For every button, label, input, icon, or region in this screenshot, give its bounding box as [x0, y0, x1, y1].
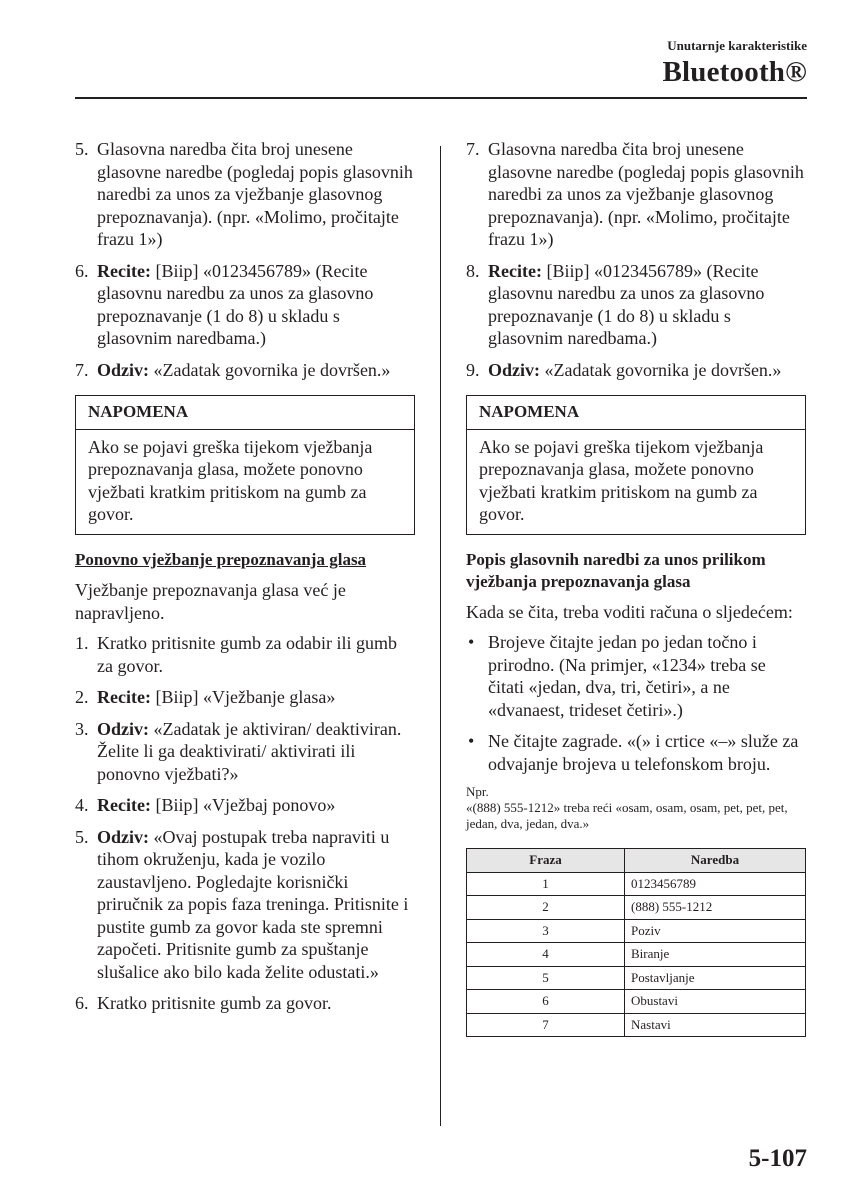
table-header: Naredba [625, 849, 806, 873]
table-row: 3 Poziv [467, 919, 806, 943]
list-item: • Ne čitajte zagrade. «(» i crtice «–» služe za odvajanje brojeva u telefonskom broju. [468, 731, 799, 774]
example-text: «(888) 555-1212» treba reći «osam, osam, osam, pet, pet, pet, jedan, dva, jedan, dva.» [466, 800, 788, 831]
table-row: 5 Postavljanje [467, 966, 806, 990]
section-header: Unutarnje karakteristike [667, 38, 807, 53]
table-row: 1 0123456789 [467, 872, 806, 896]
note-heading: NAPOMENA [467, 396, 805, 430]
note-body: Ako se pojavi greška tijekom vježbanja prepoznavanja glasa, možete ponovno vježbati kratkim pritiskom na gumb za govor. [479, 436, 764, 524]
note-box [75, 395, 415, 535]
list-item: 6. Kratko pritisnite gumb za govor. [75, 993, 332, 1013]
list-item: • Brojeve čitajte jedan po jedan točno i prirodno. (Na primjer, «1234» treba se čitati «jedan, dva, tri, četiri», a ne «dvanaest, trideset četiri».) [468, 632, 766, 720]
phrase-table [466, 848, 806, 1037]
list-item: 7. Glasovna naredba čita broj unesene glasovne naredbe (pogledaj popis glasovnih naredbi za unos za vježbanje glasovnog prepoznavanja). (npr. «Molimo, pročitajte frazu 1») [466, 139, 804, 249]
table-row: 2 (888) 555-1212 [467, 896, 806, 920]
list-item: 4. Recite: [Biip] «Vježbaj ponovo» [75, 795, 336, 815]
list-item: 3. Odziv: «Zadatak je aktiviran/ deaktiviran. Želite li ga deaktivirati/ aktivirati ili ponovno vježbati?» [75, 718, 402, 784]
intro-text: Vježbanje prepoznavanja glasa već je napravljeno. [75, 580, 346, 623]
table-header: Fraza [467, 849, 625, 873]
list-item: 7. Odziv: «Zadatak govornika je dovršen.» [75, 359, 391, 380]
page-title: Bluetooth® [662, 56, 807, 88]
example-label: Npr. [466, 784, 489, 799]
example-block [466, 784, 806, 832]
list-item: 5. Odziv: «Ovaj postupak treba napraviti u tihom okruženju, kada je vozilo zaustavljeno. Pogledajte korisnički priručnik za popis faza treninga. Pritisnite i pustite gumb za govor kada ste spremni započeti. Pritisnite gumb za spuštanje slušalice ako bilo kada želite odustati.» [75, 826, 409, 982]
list-item: 6. Recite: [Biip] «0123456789» (Recite glasovnu naredbu za unos za glasovno prepoznavanje (1 do 8) u skladu s glasovnim naredbama.) [75, 260, 374, 348]
list-item: 2. Recite: [Biip] «Vježbanje glasa» [75, 687, 336, 707]
table-row: 7 Nastavi [467, 1013, 806, 1037]
table-header-row [467, 849, 806, 873]
right-column [466, 138, 806, 1037]
list-item: 8. Recite: [Biip] «0123456789» (Recite glasovnu naredbu za unos za glasovno prepoznavanje (1 do 8) u skladu s glasovnim naredbama.) [466, 260, 765, 348]
page-number: 5-107 [748, 1145, 807, 1172]
left-column [75, 138, 415, 1024]
list-item: 1. Kratko pritisnite gumb za odabir ili gumb za govor. [75, 633, 397, 676]
header-divider [75, 97, 807, 99]
bullet-list [466, 631, 806, 775]
column-divider [440, 146, 441, 1126]
bullet-icon: • [468, 632, 475, 652]
list-item: 5. Glasovna naredba čita broj unesene glasovne naredbe (pogledaj popis glasovnih naredbi za unos za vježbanje glasovnog prepoznavanja). (npr. «Molimo, pročitajte frazu 1») [75, 139, 413, 249]
steps-list-right [466, 138, 806, 381]
steps-list-left-a [75, 138, 415, 381]
list-item: 9. Odziv: «Zadatak govornika je dovršen.» [466, 359, 782, 380]
steps-list-left-b [75, 632, 415, 1015]
note-heading: NAPOMENA [76, 396, 414, 430]
table-row: 6 Obustavi [467, 990, 806, 1014]
section-title: Ponovno vježbanje prepoznavanja glasa [75, 549, 367, 569]
section-title: Popis glasovnih naredbi za unos prilikom vježbanja prepoznavanja glasa [466, 549, 766, 591]
note-box [466, 395, 806, 535]
bullet-icon: • [468, 731, 475, 751]
note-body: Ako se pojavi greška tijekom vježbanja prepoznavanja glasa, možete ponovno vježbati kratkim pritiskom na gumb za govor. [88, 436, 373, 524]
table-row: 4 Biranje [467, 943, 806, 967]
intro-text: Kada se čita, treba voditi računa o sljedećem: [466, 601, 793, 622]
